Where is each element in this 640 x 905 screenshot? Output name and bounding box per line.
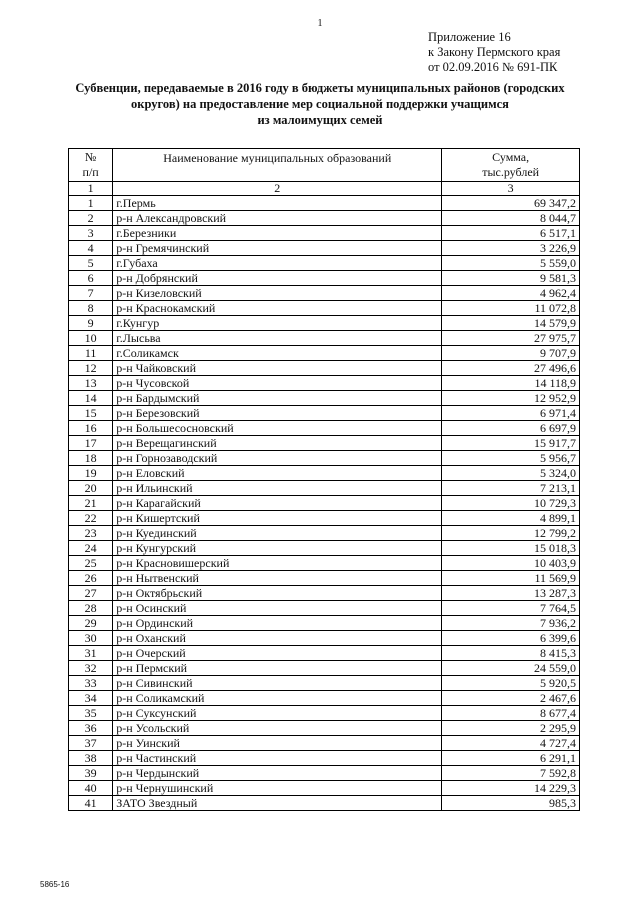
row-name: р-н Александровский [113, 211, 442, 226]
row-name: ЗАТО Звездный [113, 796, 442, 811]
table-row [69, 721, 580, 736]
row-number: 37 [69, 736, 113, 751]
row-sum: 24 559,0 [442, 661, 580, 676]
row-sum: 10 729,3 [442, 496, 580, 511]
table-row [69, 481, 580, 496]
title-line-3: из малоимущих семей [257, 113, 383, 127]
appendix-reference [428, 30, 560, 75]
row-sum: 8 044,7 [442, 211, 580, 226]
table-row [69, 766, 580, 781]
row-name: г.Березники [113, 226, 442, 241]
row-number: 1 [69, 196, 113, 211]
row-sum: 9 707,9 [442, 346, 580, 361]
row-number: 29 [69, 616, 113, 631]
title-line-1: Субвенции, передаваемые в 2016 году в бюджеты муниципальных районов (городских [75, 81, 565, 95]
appendix-line-3: от 02.09.2016 № 691-ПК [428, 60, 558, 74]
row-sum: 15 917,7 [442, 436, 580, 451]
table-row [69, 736, 580, 751]
row-name: г.Соликамск [113, 346, 442, 361]
table-row [69, 256, 580, 271]
row-sum: 5 559,0 [442, 256, 580, 271]
row-sum: 8 677,4 [442, 706, 580, 721]
row-number: 11 [69, 346, 113, 361]
column-number-2: 2 [113, 182, 442, 196]
row-sum: 8 415,3 [442, 646, 580, 661]
row-name: р-н Добрянский [113, 271, 442, 286]
row-sum: 4 899,1 [442, 511, 580, 526]
row-number: 41 [69, 796, 113, 811]
table-row [69, 466, 580, 481]
title-line-2: округов) на предоставление мер социальной поддержки учащимся [131, 97, 509, 111]
row-sum: 5 920,5 [442, 676, 580, 691]
row-name: р-н Оханский [113, 631, 442, 646]
row-name: р-н Кизеловский [113, 286, 442, 301]
row-name: р-н Уинский [113, 736, 442, 751]
row-name: р-н Еловский [113, 466, 442, 481]
row-number: 19 [69, 466, 113, 481]
table-row [69, 226, 580, 241]
row-sum: 6 517,1 [442, 226, 580, 241]
row-number: 30 [69, 631, 113, 646]
table-row [69, 691, 580, 706]
row-number: 12 [69, 361, 113, 376]
subsidies-table [68, 148, 580, 811]
table-row [69, 331, 580, 346]
row-number: 8 [69, 301, 113, 316]
table-row [69, 316, 580, 331]
table-row [69, 616, 580, 631]
row-sum: 11 072,8 [442, 301, 580, 316]
row-name: р-н Частинский [113, 751, 442, 766]
row-name: р-н Сивинский [113, 676, 442, 691]
header-sum [442, 149, 580, 182]
row-name: р-н Краснокамский [113, 301, 442, 316]
table-row [69, 676, 580, 691]
table-row [69, 646, 580, 661]
row-number: 10 [69, 331, 113, 346]
table-row [69, 631, 580, 646]
table-row [69, 496, 580, 511]
row-name: р-н Большесосновский [113, 421, 442, 436]
row-name: р-н Соликамский [113, 691, 442, 706]
row-number: 15 [69, 406, 113, 421]
row-name: г.Лысьва [113, 331, 442, 346]
row-number: 35 [69, 706, 113, 721]
row-sum: 14 118,9 [442, 376, 580, 391]
row-number: 40 [69, 781, 113, 796]
table-row [69, 511, 580, 526]
row-number: 20 [69, 481, 113, 496]
table-header-row [69, 149, 580, 182]
table-row [69, 376, 580, 391]
table-row [69, 796, 580, 811]
table-row [69, 706, 580, 721]
row-name: р-н Пермский [113, 661, 442, 676]
header-name: Наименование муниципальных образований [113, 149, 442, 182]
row-sum: 27 496,6 [442, 361, 580, 376]
table-row [69, 451, 580, 466]
row-sum: 12 952,9 [442, 391, 580, 406]
table-row [69, 346, 580, 361]
table-row [69, 286, 580, 301]
row-name: р-н Ильинский [113, 481, 442, 496]
row-number: 2 [69, 211, 113, 226]
table-row [69, 541, 580, 556]
row-number: 38 [69, 751, 113, 766]
row-sum: 12 799,2 [442, 526, 580, 541]
row-sum: 13 287,3 [442, 586, 580, 601]
appendix-line-2: к Закону Пермского края [428, 45, 561, 59]
appendix-line-1: Приложение 16 [428, 30, 511, 44]
row-sum: 2 295,9 [442, 721, 580, 736]
row-number: 28 [69, 601, 113, 616]
column-number-1: 1 [69, 182, 113, 196]
row-sum: 11 569,9 [442, 571, 580, 586]
table-row [69, 571, 580, 586]
row-number: 4 [69, 241, 113, 256]
table-row [69, 211, 580, 226]
row-name: г.Губаха [113, 256, 442, 271]
row-sum: 3 226,9 [442, 241, 580, 256]
column-numbers-row [69, 182, 580, 196]
row-sum: 985,3 [442, 796, 580, 811]
table-row [69, 526, 580, 541]
row-number: 33 [69, 676, 113, 691]
row-number: 16 [69, 421, 113, 436]
row-sum: 27 975,7 [442, 331, 580, 346]
row-number: 22 [69, 511, 113, 526]
document-title [60, 80, 580, 128]
row-name: г.Кунгур [113, 316, 442, 331]
row-sum: 14 229,3 [442, 781, 580, 796]
row-number: 9 [69, 316, 113, 331]
row-name: р-н Верещагинский [113, 436, 442, 451]
header-number-line-1: № [84, 150, 97, 164]
row-sum: 5 956,7 [442, 451, 580, 466]
row-sum: 15 018,3 [442, 541, 580, 556]
row-sum: 4 962,4 [442, 286, 580, 301]
row-name: г.Пермь [113, 196, 442, 211]
row-sum: 6 399,6 [442, 631, 580, 646]
row-name: р-н Очерский [113, 646, 442, 661]
table-body [69, 182, 580, 811]
header-sum-line-2: тыс.рублей [482, 165, 540, 179]
row-name: р-н Чердынский [113, 766, 442, 781]
row-sum: 6 971,4 [442, 406, 580, 421]
row-name: р-н Чайковский [113, 361, 442, 376]
row-number: 5 [69, 256, 113, 271]
row-number: 23 [69, 526, 113, 541]
row-number: 6 [69, 271, 113, 286]
row-number: 24 [69, 541, 113, 556]
header-number [69, 149, 113, 182]
table-row [69, 406, 580, 421]
row-number: 21 [69, 496, 113, 511]
table-row [69, 586, 580, 601]
row-number: 34 [69, 691, 113, 706]
table-row [69, 421, 580, 436]
table-row [69, 661, 580, 676]
row-number: 36 [69, 721, 113, 736]
row-name: р-н Октябрьский [113, 586, 442, 601]
row-number: 13 [69, 376, 113, 391]
table-row [69, 436, 580, 451]
row-name: р-н Березовский [113, 406, 442, 421]
row-sum: 10 403,9 [442, 556, 580, 571]
row-name: р-н Суксунский [113, 706, 442, 721]
header-number-line-2: п/п [82, 165, 99, 179]
row-sum: 7 592,8 [442, 766, 580, 781]
row-sum: 6 291,1 [442, 751, 580, 766]
row-number: 32 [69, 661, 113, 676]
row-number: 14 [69, 391, 113, 406]
row-name: р-н Усольский [113, 721, 442, 736]
row-name: р-н Чернушинский [113, 781, 442, 796]
row-name: р-н Кунгурский [113, 541, 442, 556]
row-number: 18 [69, 451, 113, 466]
row-sum: 7 213,1 [442, 481, 580, 496]
row-number: 17 [69, 436, 113, 451]
table-row [69, 556, 580, 571]
row-sum: 5 324,0 [442, 466, 580, 481]
table-row [69, 271, 580, 286]
table-row [69, 301, 580, 316]
column-number-3: 3 [442, 182, 580, 196]
row-sum: 4 727,4 [442, 736, 580, 751]
table-row [69, 361, 580, 376]
page-number: 1 [317, 18, 323, 29]
row-name: р-н Куединский [113, 526, 442, 541]
row-name: р-н Гремячинский [113, 241, 442, 256]
row-number: 3 [69, 226, 113, 241]
row-name: р-н Ординский [113, 616, 442, 631]
row-name: р-н Бардымский [113, 391, 442, 406]
row-name: р-н Осинский [113, 601, 442, 616]
row-number: 26 [69, 571, 113, 586]
row-sum: 6 697,9 [442, 421, 580, 436]
row-name: р-н Горнозаводский [113, 451, 442, 466]
row-number: 25 [69, 556, 113, 571]
row-name: р-н Нытвенский [113, 571, 442, 586]
row-name: р-н Карагайский [113, 496, 442, 511]
table-row [69, 751, 580, 766]
table-row [69, 391, 580, 406]
row-name: р-н Кишертский [113, 511, 442, 526]
header-sum-line-1: Сумма, [492, 150, 530, 164]
table-row [69, 241, 580, 256]
table-row [69, 781, 580, 796]
row-name: р-н Чусовской [113, 376, 442, 391]
row-sum: 7 936,2 [442, 616, 580, 631]
table-row [69, 196, 580, 211]
row-sum: 7 764,5 [442, 601, 580, 616]
row-sum: 69 347,2 [442, 196, 580, 211]
row-number: 39 [69, 766, 113, 781]
row-number: 27 [69, 586, 113, 601]
row-number: 31 [69, 646, 113, 661]
row-sum: 9 581,3 [442, 271, 580, 286]
footer-code: 5865-16 [40, 880, 70, 889]
row-sum: 2 467,6 [442, 691, 580, 706]
row-sum: 14 579,9 [442, 316, 580, 331]
table-row [69, 601, 580, 616]
row-name: р-н Красновишерский [113, 556, 442, 571]
row-number: 7 [69, 286, 113, 301]
